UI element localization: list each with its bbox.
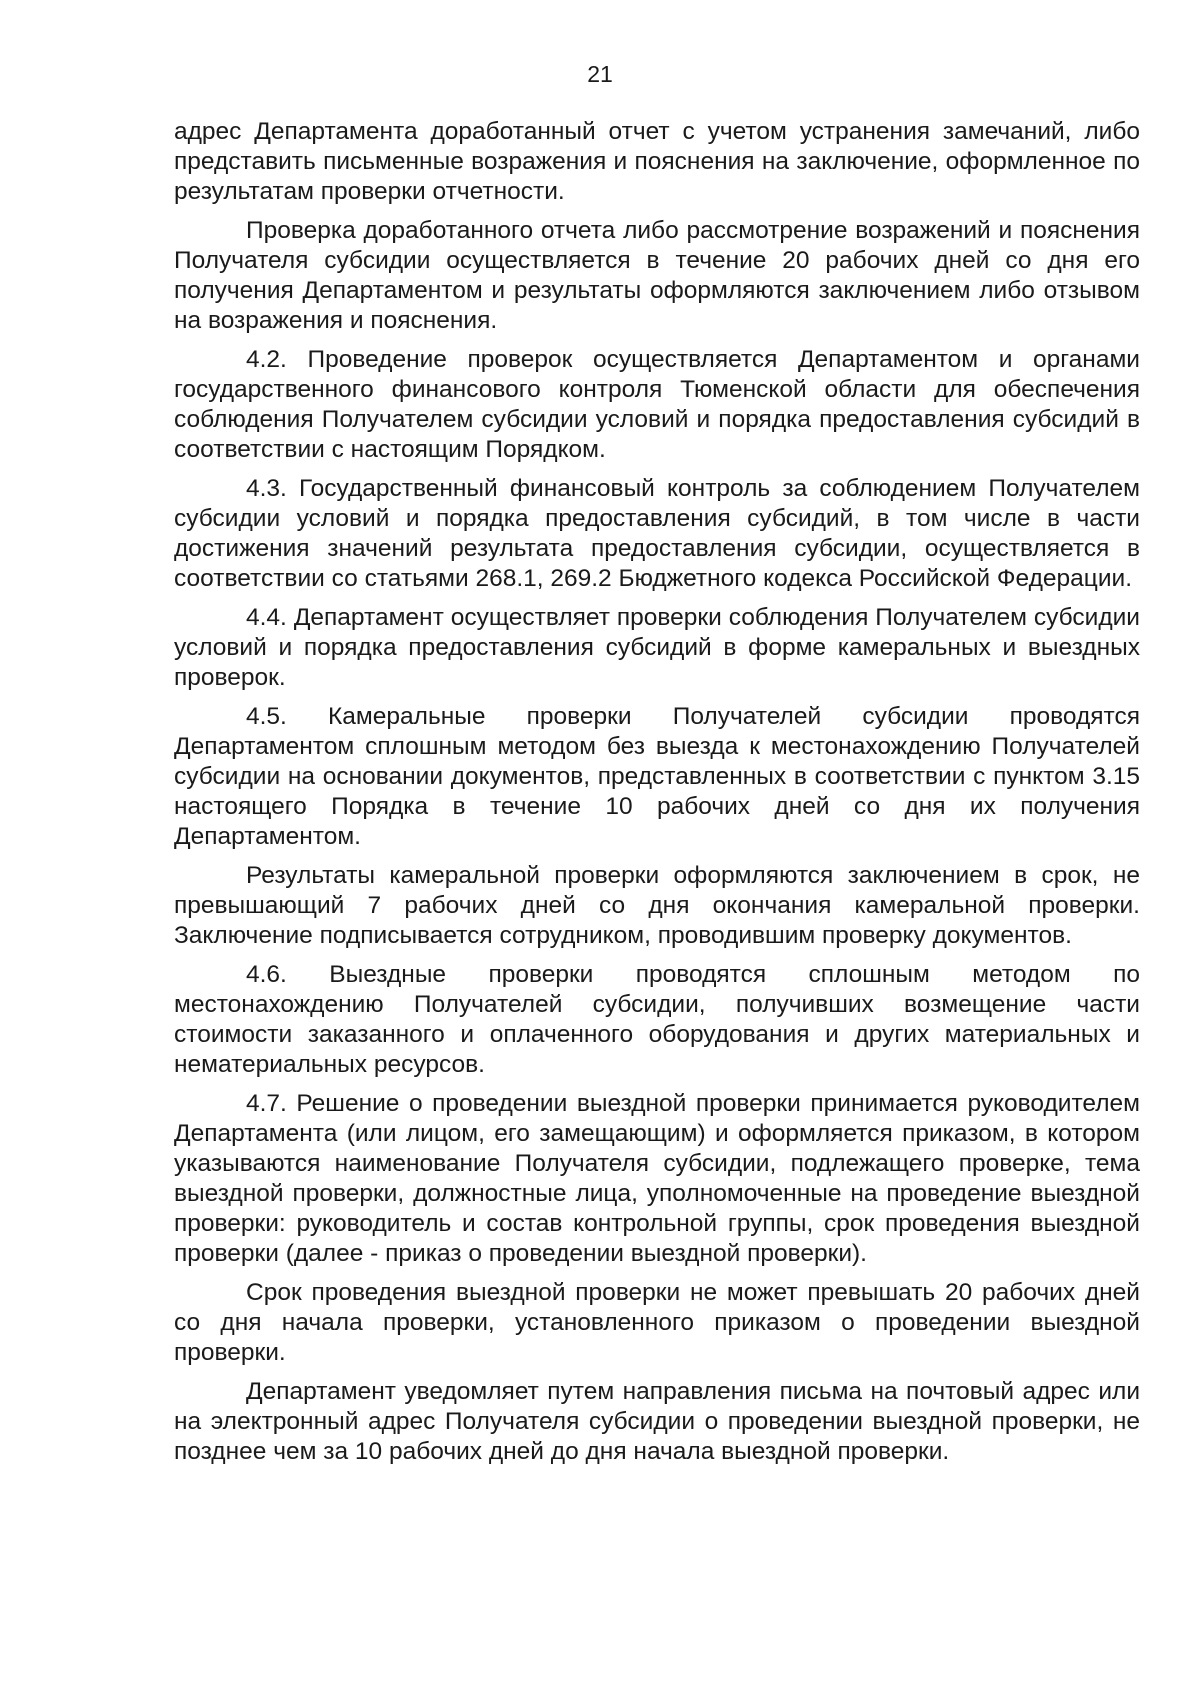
paragraph-continuation: адрес Департамента доработанный отчет с учетом устранения замечаний, либо представить письменные возражения и пояснения на заключение, оформленное по результатам проверки отчетности. (174, 118, 1140, 205)
paragraph-report-review: Проверка доработанного отчета либо рассмотрение возражений и пояснения Получателя субсидии осуществляется в течение 20 рабочих дней со дня его получения Департаментом и результаты оформляются заключением либо отзывом на возражения и пояснения. (174, 217, 1140, 334)
paragraph-4-3: 4.3. Государственный финансовый контроль за соблюдением Получателем субсидии условий и порядка предоставления субсидий, в том числе в части достижения значений результата предоставления субсидии, осуществляется в соответствии со статьями 268.1, 269.2 Бюджетного кодекса Российской Федерации. (174, 475, 1140, 592)
paragraph-4-6: 4.6. Выездные проверки проводятся сплошным методом по местонахождению Получателей субсидии, получивших возмещение части стоимости заказанного и оплаченного оборудования и других материальных и нематериальных ресурсов. (174, 961, 1140, 1078)
document-body (174, 117, 1140, 1476)
page-number: 21 (587, 61, 613, 87)
paragraph-4-7: 4.7. Решение о проведении выездной проверки принимается руководителем Департамента (или лицом, его замещающим) и оформляется приказом, в котором указываются наименование Получателя субсидии, подлежащего проверке, тема выездной проверки, должностные лица, уполномоченные на проведение выездной проверки: руководитель и состав контрольной группы, срок проведения выездной проверки (далее - приказ о проведении выездной проверки). (174, 1090, 1140, 1267)
paragraph-desk-audit-results: Результаты камеральной проверки оформляются заключением в срок, не превышающий 7 рабочих дней со дня окончания камеральной проверки. Заключение подписывается сотрудником, проводившим проверку документов. (174, 862, 1140, 949)
paragraph-onsite-audit-term: Срок проведения выездной проверки не может превышать 20 рабочих дней со дня начала проверки, установленного приказом о проведении выездной проверки. (174, 1279, 1140, 1366)
paragraph-4-2: 4.2. Проведение проверок осуществляется Департаментом и органами государственного финансового контроля Тюменской области для обеспечения соблюдения Получателем субсидии условий и порядка предоставления субсидий в соответствии с настоящим Порядком. (174, 346, 1140, 463)
paragraph-4-5: 4.5. Камеральные проверки Получателей субсидии проводятся Департаментом сплошным методом без выезда к местонахождению Получателей субсидии на основании документов, представленных в соответствии с пунктом 3.15 настоящего Порядка в течение 10 рабочих дней со дня их получения Департаментом. (174, 703, 1140, 850)
paragraph-notification: Департамент уведомляет путем направления письма на почтовый адрес или на электронный адрес Получателя субсидии о проведении выездной проверки, не позднее чем за 10 рабочих дней до дня начала выездной проверки. (174, 1378, 1140, 1465)
paragraph-4-4: 4.4. Департамент осуществляет проверки соблюдения Получателем субсидии условий и порядка предоставления субсидий в форме камеральных и выездных проверок. (174, 604, 1140, 691)
